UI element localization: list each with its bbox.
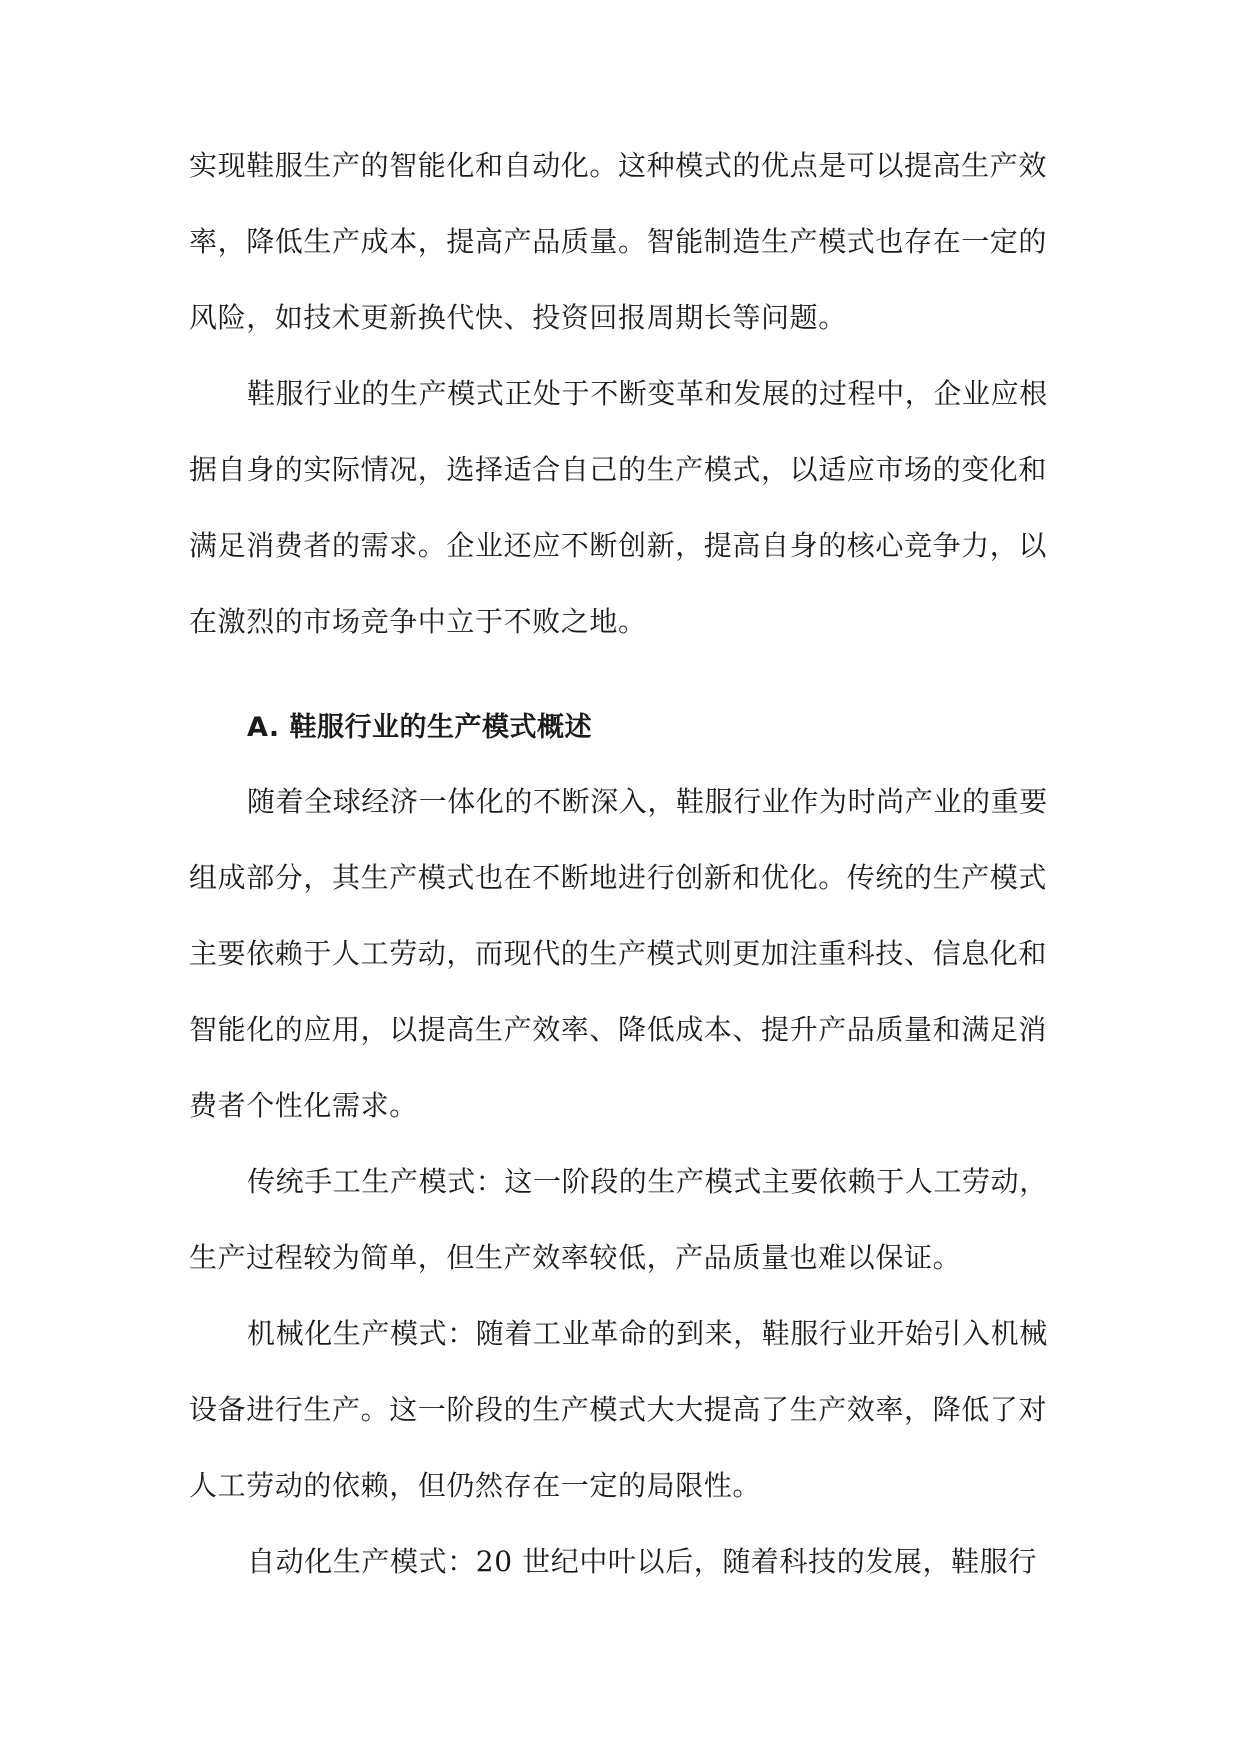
paragraph-line: 主要依赖于人工劳动，而现代的生产模式则更加注重科技、信息化和 <box>189 937 1048 970</box>
paragraph-line: 鞋服行业的生产模式正处于不断变革和发展的过程中，企业应根 <box>247 377 1048 410</box>
paragraph-line: 实现鞋服生产的智能化和自动化。这种模式的优点是可以提高生产效 <box>189 149 1048 182</box>
paragraph-line: 自动化生产模式：20 世纪中叶以后，随着科技的发展，鞋服行 <box>247 1545 1037 1578</box>
paragraph-line: 满足消费者的需求。企业还应不断创新，提高自身的核心竞争力，以 <box>189 529 1048 562</box>
paragraph-line: 组成部分，其生产模式也在不断地进行创新和优化。传统的生产模式 <box>189 861 1048 894</box>
paragraph-line: 费者个性化需求。 <box>189 1089 418 1122</box>
paragraph-line: 随着全球经济一体化的不断深入，鞋服行业作为时尚产业的重要 <box>247 785 1048 818</box>
paragraph-line: 据自身的实际情况，选择适合自己的生产模式，以适应市场的变化和 <box>189 453 1048 486</box>
paragraph-line: 在激烈的市场竞争中立于不败之地。 <box>189 605 647 638</box>
paragraph-line: 智能化的应用，以提高生产效率、降低成本、提升产品质量和满足消 <box>189 1013 1048 1046</box>
paragraph-line: 率，降低生产成本，提高产品质量。智能制造生产模式也存在一定的 <box>189 225 1048 258</box>
paragraph-line: 风险，如技术更新换代快、投资回报周期长等问题。 <box>189 301 847 334</box>
section-heading: A. 鞋服行业的生产模式概述 <box>247 712 593 743</box>
paragraph-line: 传统手工生产模式：这一阶段的生产模式主要依赖于人工劳动， <box>247 1165 1048 1198</box>
paragraph-line: 人工劳动的依赖，但仍然存在一定的局限性。 <box>189 1469 762 1502</box>
paragraph-line: 机械化生产模式：随着工业革命的到来，鞋服行业开始引入机械 <box>247 1317 1048 1350</box>
paragraph-line: 设备进行生产。这一阶段的生产模式大大提高了生产效率，降低了对 <box>189 1393 1048 1426</box>
paragraph-line: 生产过程较为简单，但生产效率较低，产品质量也难以保证。 <box>189 1241 962 1274</box>
